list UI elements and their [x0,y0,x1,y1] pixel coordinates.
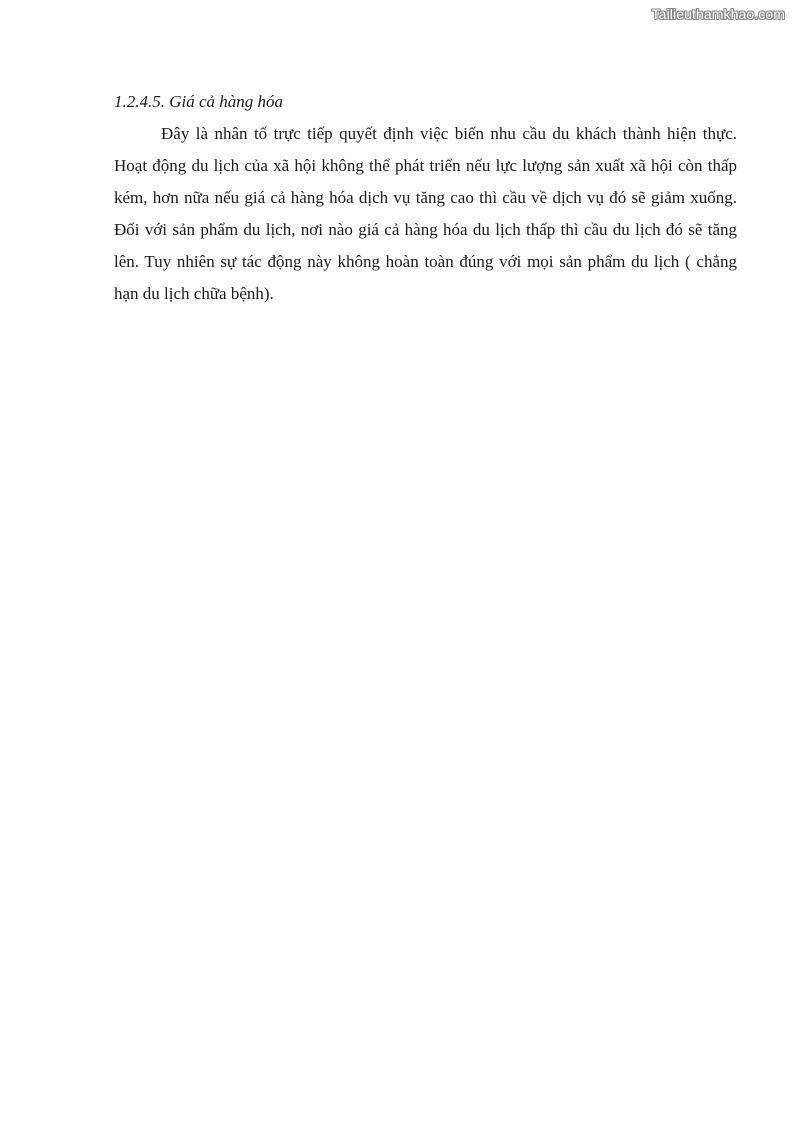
watermark-text: Tailieuthamkhao.com [651,6,785,22]
document-body [114,89,737,310]
body-paragraph: Đây là nhân tố trực tiếp quyết định việc biến nhu cầu du khách thành hiện thực. Hoạt động du lịch của xã hội không thể phát triển nếu lực lượng sản xuất xã hội còn thấp kém, hơn nữa nếu giá cả hàng hóa dịch vụ tăng cao thì cầu về dịch vụ đó sẽ giảm xuống. Đối với sản phẩm du lịch, nơi nào giá cả hàng hóa du lịch thấp thì cầu du lịch đó sẽ tăng lên. Tuy nhiên sự tác động này không hoàn toàn đúng với mọi sản phẩm du lịch ( chẳng hạn du lịch chữa bệnh). [114,124,737,303]
section-heading: 1.2.4.5. Giá cả hàng hóa [114,92,284,111]
